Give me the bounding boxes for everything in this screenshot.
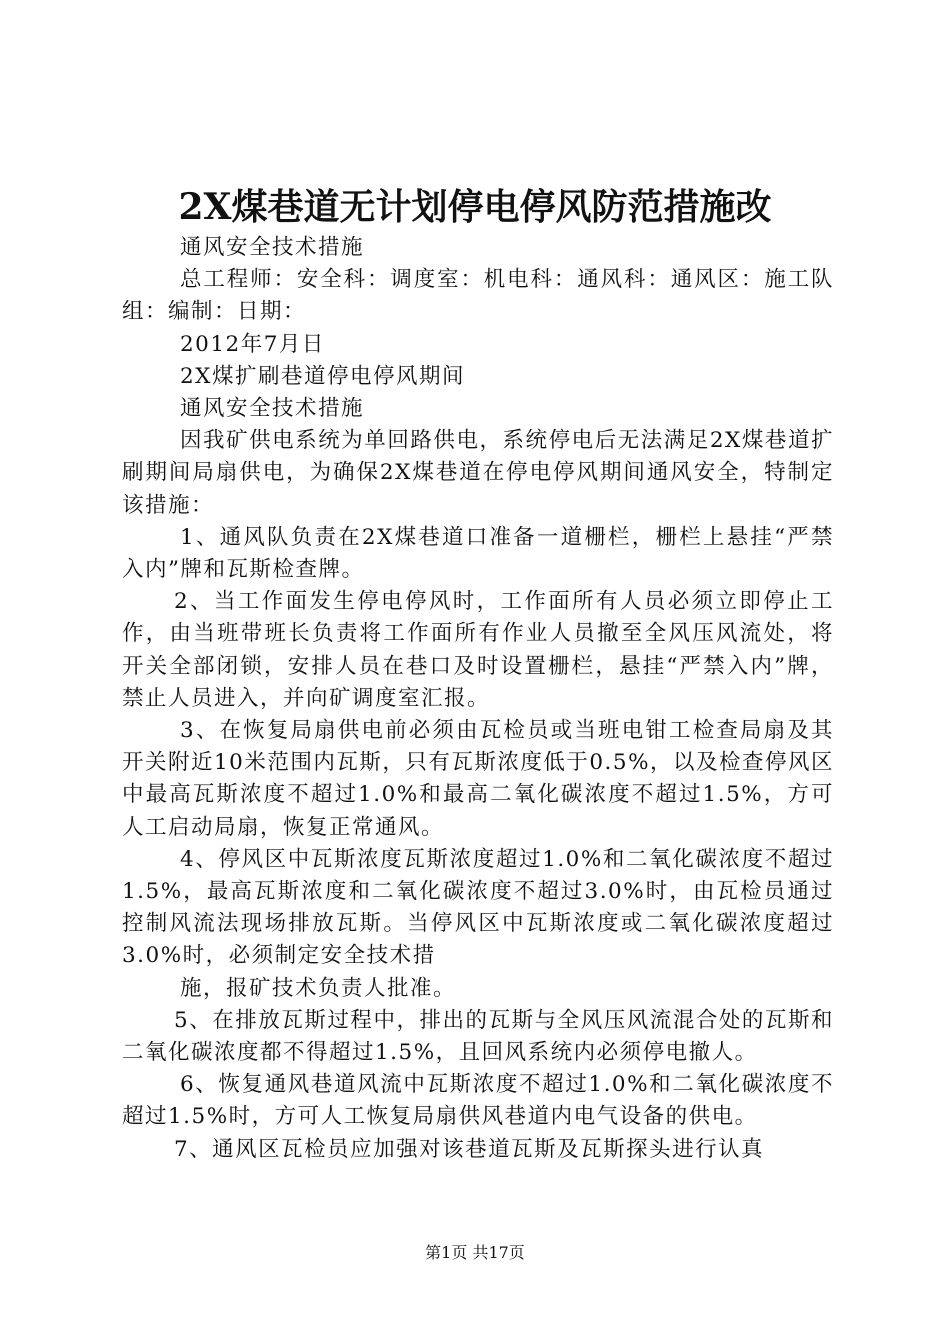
paragraph-item-4: 4、停风区中瓦斯浓度瓦斯浓度超过1.0%和二氧化碳浓度不超过1.5%，最高瓦斯浓度和二氧化碳浓度不超过3.0%时，由瓦检员通过控制风流法现场排放瓦斯。当停风区中瓦斯浓度或二氧化碳浓度超过3.0%时，必须制定安全技术措	[122, 846, 834, 969]
paragraph-subtitle: 通风安全技术措施	[180, 235, 365, 260]
paragraph-item-7: 7、通风区瓦检员应加强对该巷道瓦斯及瓦斯探头进行认真	[174, 1136, 765, 1162]
paragraph-approval-line: 总工程师：安全科：调度室：机电科：通风科：通风区：施工队组：编制：日期：	[122, 267, 834, 325]
paragraph-item-4-continued: 施，报矿技术负责人批准。	[180, 975, 457, 1001]
paragraph-heading-2: 通风安全技术措施	[180, 396, 365, 422]
document-title: 2X煤巷道无计划停电停风防范措施改	[178, 186, 772, 228]
paragraph-item-6: 6、恢复通风巷道风流中瓦斯浓度不超过1.0%和二氧化碳浓度不超过1.5%时，方可人工恢复局扇供风巷道内电气设备的供电。	[122, 1072, 834, 1130]
paragraph-heading-1: 2X煤扩刷巷道停电停风期间	[180, 363, 465, 389]
paragraph-intro: 因我矿供电系统为单回路供电，系统停电后无法满足2X煤巷道扩刷期间局扇供电，为确保2X煤巷道在停电停风期间通风安全，特制定该措施：	[122, 428, 834, 518]
paragraph-item-3: 3、在恢复局扇供电前必须由瓦检员或当班电钳工检查局扇及其开关附近10米范围内瓦斯，只有瓦斯浓度低于0.5%，以及检查停风区中最高瓦斯浓度不超过1.0%和最高二氧化碳浓度不超过1.5%，方可人工启动局扇，恢复正常通风。	[122, 718, 834, 840]
paragraph-date: 2012年7月日	[180, 331, 325, 357]
document-body	[122, 232, 834, 1166]
page-number-footer: 第1页 共17页	[425, 1243, 525, 1262]
paragraph-item-2: 2、当工作面发生停电停风时，工作面所有人员必须立即停止工作，由当班带班长负责将工作面所有作业人员撤至全风压风流处，将开关全部闭锁，安排人员在巷口及时设置栅栏，悬挂“严禁入内”牌，禁止人员进入，并向矿调度室汇报。	[122, 589, 834, 711]
paragraph-item-5: 5、在排放瓦斯过程中，排出的瓦斯与全风压风流混合处的瓦斯和二氧化碳浓度都不得超过1.5%，且回风系统内必须停电撤人。	[122, 1007, 834, 1066]
paragraph-item-1: 1、通风队负责在2X煤巷道口准备一道栅栏，栅栏上悬挂“严禁入内”牌和瓦斯检查牌。	[122, 524, 834, 583]
